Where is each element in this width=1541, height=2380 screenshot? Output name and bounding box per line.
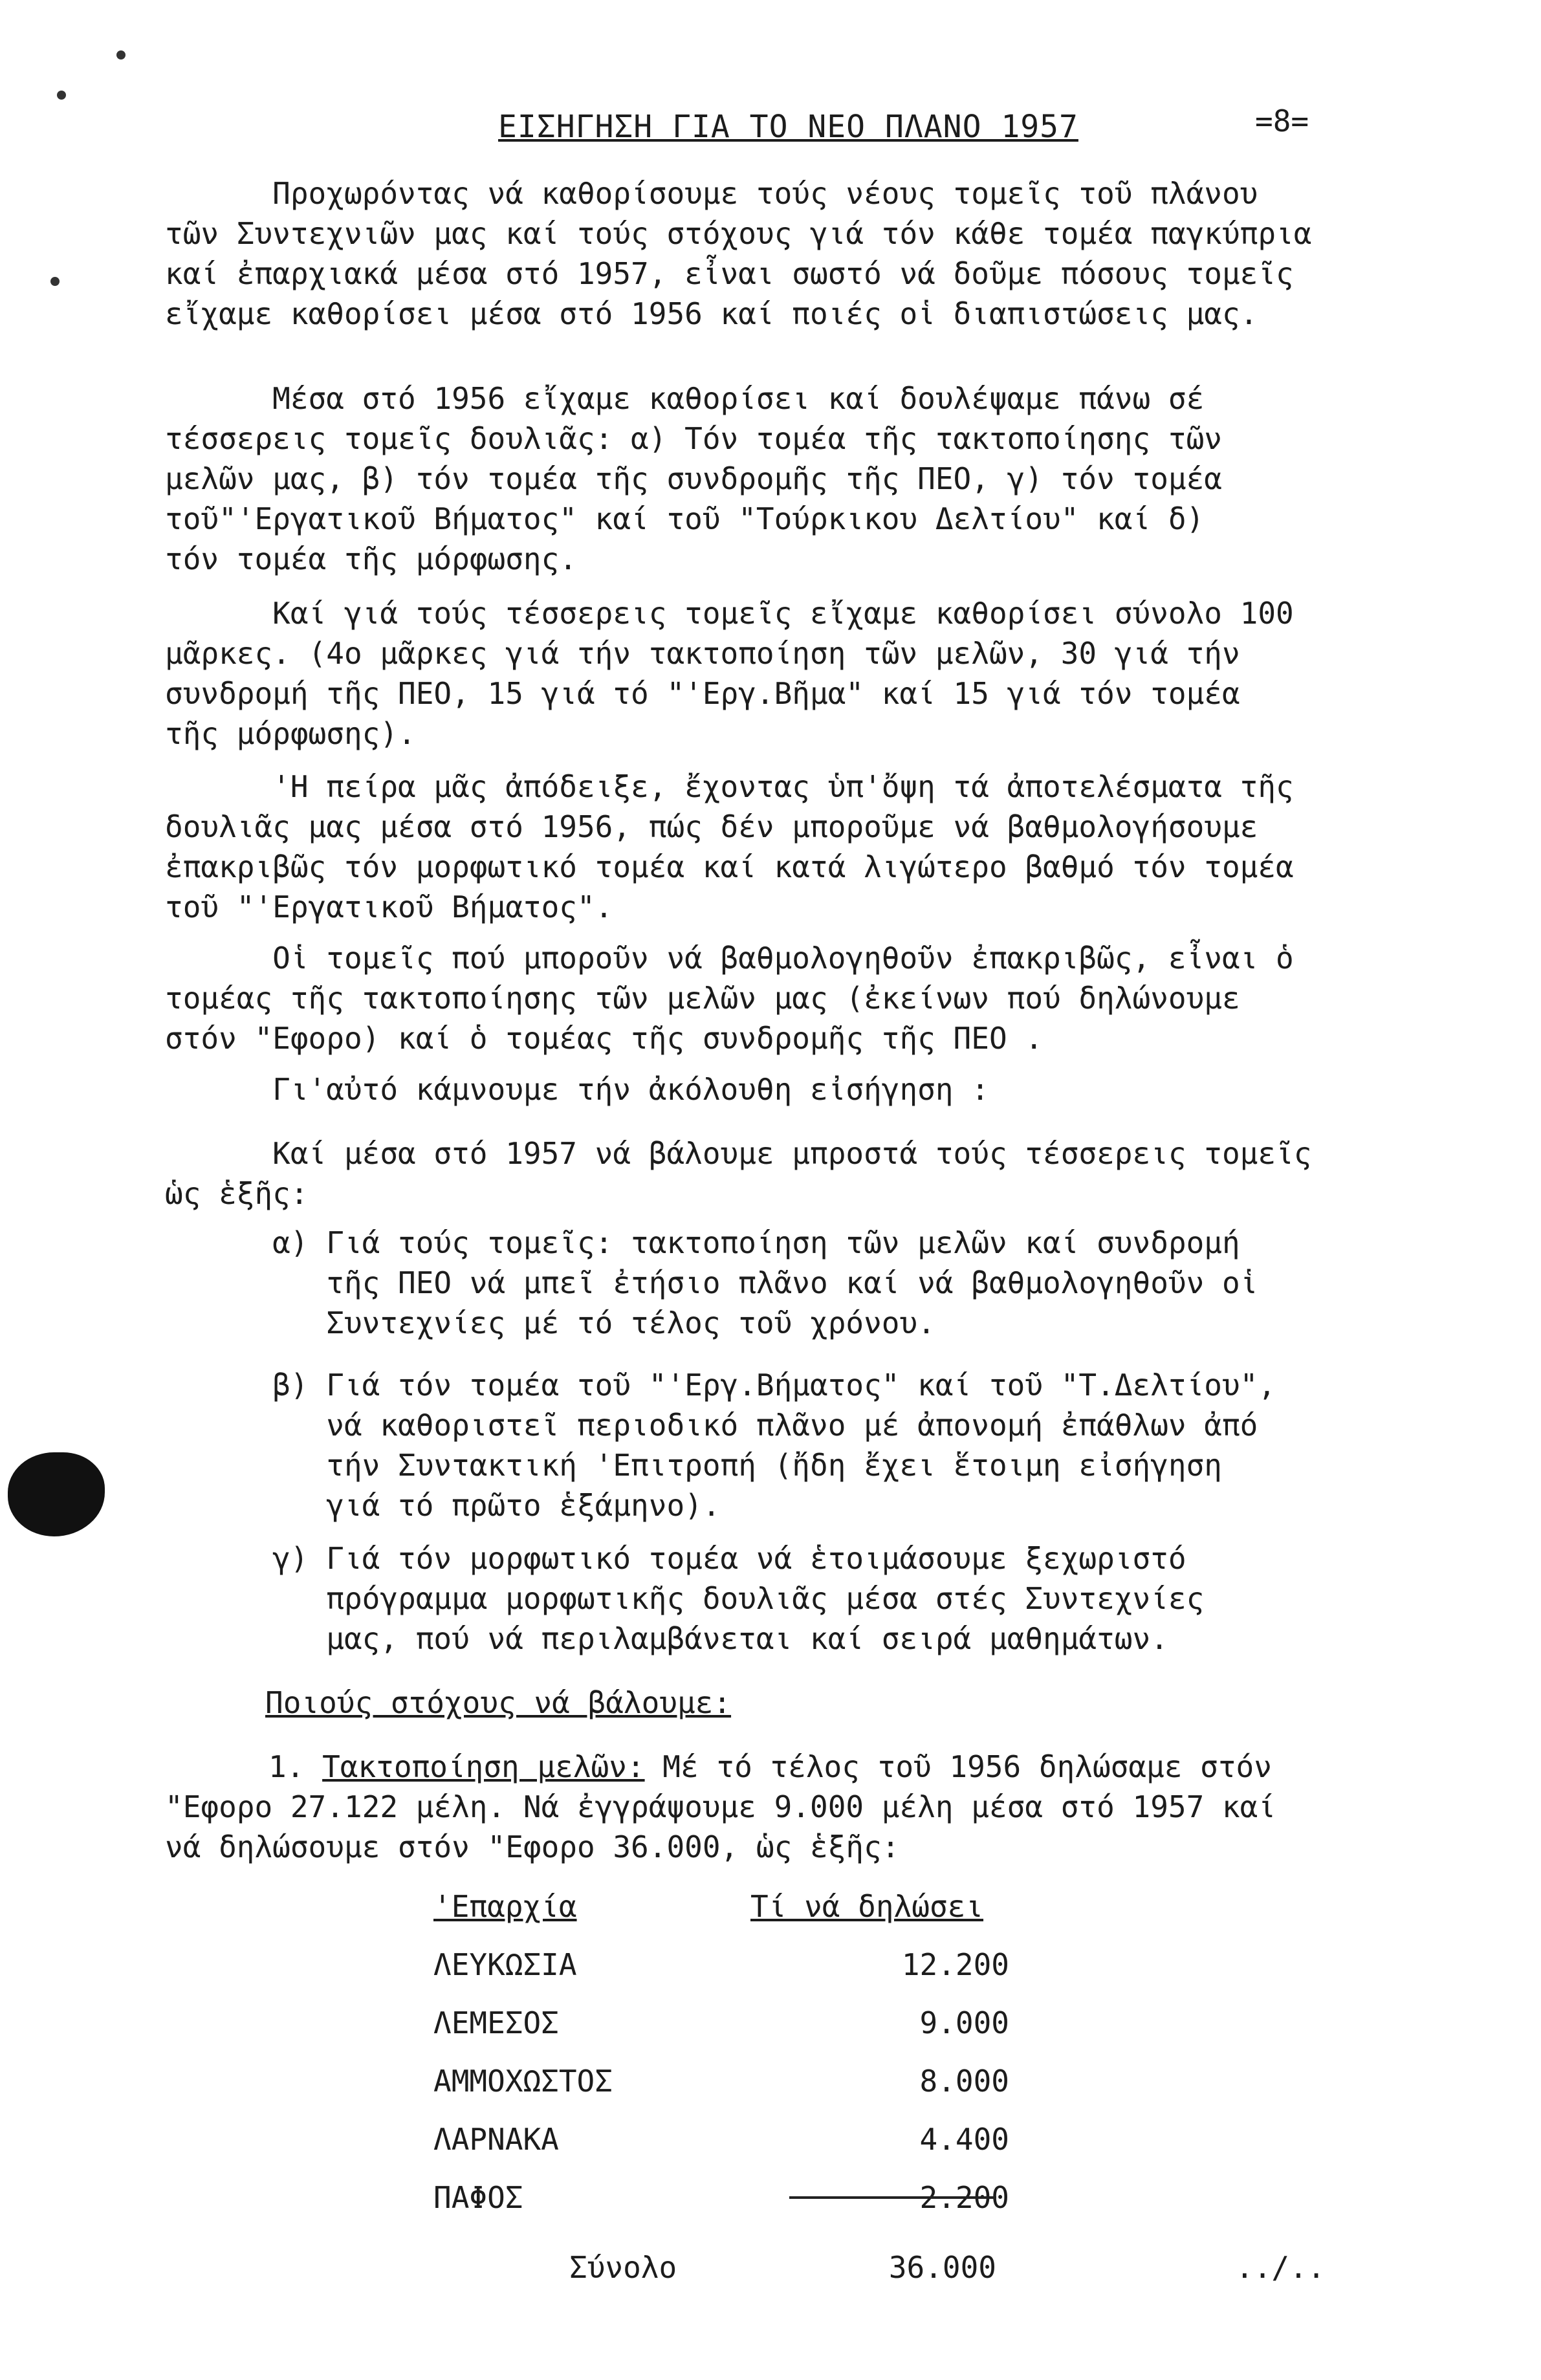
scan-speck: [57, 91, 66, 100]
scan-speck: [50, 277, 60, 286]
paragraph-experience: 'Η πείρα μᾶς ἀπόδειξε, ἔχοντας ὑπ'ὄψη τά ἀποτελέσματα τῆς δουλιᾶς μας μέσα στό 1956, πώς δέν μποροῦμε νά βαθμολογήσουμε ἐπακριβῶς τόν μορφωτικό τομέα καί κατά λιγώτερο βαθμό τόν τομέα τοῦ "'Εργατικοῦ Βήματος".: [165, 769, 1294, 924]
district-table: [414, 1889, 1009, 2238]
district-name: ΛΕΜΕΣΟΣ: [433, 2005, 559, 2040]
table-row: [414, 2180, 1009, 2238]
table-row: [414, 2064, 1009, 2122]
total-value: 36.000: [888, 2250, 996, 2285]
paragraph-intro: Προχωρόντας νά καθορίσουμε τούς νέους τομεῖς τοῦ πλάνου τῶν Συντεχνιῶν μας καί τούς στόχους γιά τόν κάθε τομέα παγκύπρια καί ἐπαρχιακά μέσα στό 1957, εἶναι σωστό νά δοῦμε πόσους τομεῖς εἴχαμε καθορίσει μέσα στό 1956 καί ποιές οἱ διαπιστώσεις μας.: [165, 176, 1312, 331]
item-1-block: [165, 1747, 1394, 1867]
district-name: ΛΕΥΚΩΣΙΑ: [433, 1947, 577, 1982]
item-1-label: Τακτοποίηση μελῶν:: [322, 1749, 645, 1784]
paragraph-gradable-sectors: Οἱ τομεῖς πού μποροῦν νά βαθμολογηθοῦν ἐπακριβῶς, εἶναι ὁ τομέας τῆς τακτοποίησης τῶν μελῶν μας (ἐκείνων πού δηλώνουμε στόν "Εφορο) καί ὁ τομέας τῆς συνδρομῆς τῆς ΠΕΟ .: [165, 941, 1294, 1056]
district-value: 9.000: [919, 2005, 1009, 2040]
ink-blot: [8, 1452, 105, 1536]
paragraph-marks: Καί γιά τούς τέσσερεις τομεῖς εἴχαμε καθορίσει σύνολο 100 μᾶρκες. (4ο μᾶρκες γιά τήν τακτοποίηση τῶν μελῶν, 30 γιά τήν συνδρομή τῆς ΠΕΟ, 15 γιά τό "'Εργ.Βῆμα" καί 15 γιά τόν τομέα τῆς μόρφωσης).: [165, 596, 1294, 751]
sum-divider: [789, 2196, 996, 2199]
paragraph-proposal-intro: Γι'αὐτό κάμνουμε τήν ἀκόλουθη εἰσήγηση :: [165, 1072, 989, 1107]
total-label: Σύνολο: [569, 2250, 677, 2285]
page-number: =8=: [1255, 104, 1309, 138]
district-name: ΠΑΦΟΣ: [433, 2180, 523, 2215]
paragraph-sectors-1956: Μέσα στό 1956 εἴχαμε καθορίσει καί δουλέψαμε πάνω σέ τέσσερεις τομεῖς δουλιᾶς: α) Τόν τομέα τῆς τακτοποίησης τῶν μελῶν μας, β) τόν τομέα τῆς συνδρομῆς τῆς ΠΕΟ, γ) τόν τομέα τοῦ"'Εργατικοῦ Βήματος" καί τοῦ "Τούρκικου Δελτίου" καί δ) τόν τομέα τῆς μόρφωσης.: [165, 381, 1222, 576]
proposal-item-a: α) Γιά τούς τομεῖς: τακτοποίηση τῶν μελῶν καί συνδρομή τῆς ΠΕΟ νά μπεῖ ἐτήσιο πλᾶνο καί νά βαθμολογηθοῦν οἱ Συντεχνίες μέ τό τέλος τοῦ χρόνου.: [272, 1225, 1258, 1340]
proposal-item-c: γ) Γιά τόν μορφωτικό τομέα νά ἑτοιμάσουμε ξεχωριστό πρόγραμμα μορφωτικῆς δουλιᾶς μέσα στές Συντεχνίες μας, πού νά περιλαμβάνεται καί σειρά μαθημάτων.: [272, 1541, 1205, 1656]
district-value: 8.000: [919, 2064, 1009, 2099]
table-row: [414, 1947, 1009, 2005]
district-name: ΛΑΡΝΑΚΑ: [433, 2122, 559, 2157]
district-value: 4.400: [919, 2122, 1009, 2157]
proposal-item-b: β) Γιά τόν τομέα τοῦ "'Εργ.Βήματος" καί τοῦ "Τ.Δελτίου", νά καθοριστεῖ περιοδικό πλᾶνο μέ ἀπονομή ἐπάθλων ἀπό τήν Συντακτική 'Επιτροπή (ἤδη ἔχει ἕτοιμη εἰσήγηση γιά τό πρῶτο ἑξάμηνο).: [272, 1368, 1276, 1523]
paragraph-proposal-1957: Καί μέσα στό 1957 νά βάλουμε μπροστά τούς τέσσερεις τομεῖς ὡς ἑξῆς:: [165, 1136, 1312, 1211]
targets-heading: Ποιούς στόχους νά βάλουμε:: [265, 1685, 732, 1720]
item-1-number: 1.: [268, 1749, 305, 1784]
table-header-row: [414, 1889, 996, 1947]
table-header-district: 'Επαρχία: [433, 1889, 577, 1924]
district-value: 12.200: [901, 1947, 1009, 1982]
table-header-declare: Τί νά δηλώσει: [750, 1889, 984, 1924]
table-row: [414, 2122, 1009, 2180]
scan-speck: [116, 50, 126, 60]
table-row: [414, 2005, 1009, 2064]
district-name: ΑΜΜΟΧΩΣΤΟΣ: [433, 2064, 613, 2099]
continuation-mark: ../..: [1236, 2250, 1326, 2285]
document-title: ΕΙΣΗΓΗΣΗ ΓΙΑ ΤΟ ΝΕΟ ΠΛΑΝΟ 1957: [498, 109, 1078, 145]
district-value: 2.200: [919, 2180, 1009, 2215]
item-1-text: Μέ τό τέλος τοῦ 1956 δηλώσαμε στόν "Εφορο 27.122 μέλη. Νά ἐγγράψουμε 9.000 μέλη μέσα στό 1957 καί νά δηλώσουμε στόν "Εφορο 36.000, ὡς ἑξῆς:: [165, 1749, 1276, 1864]
